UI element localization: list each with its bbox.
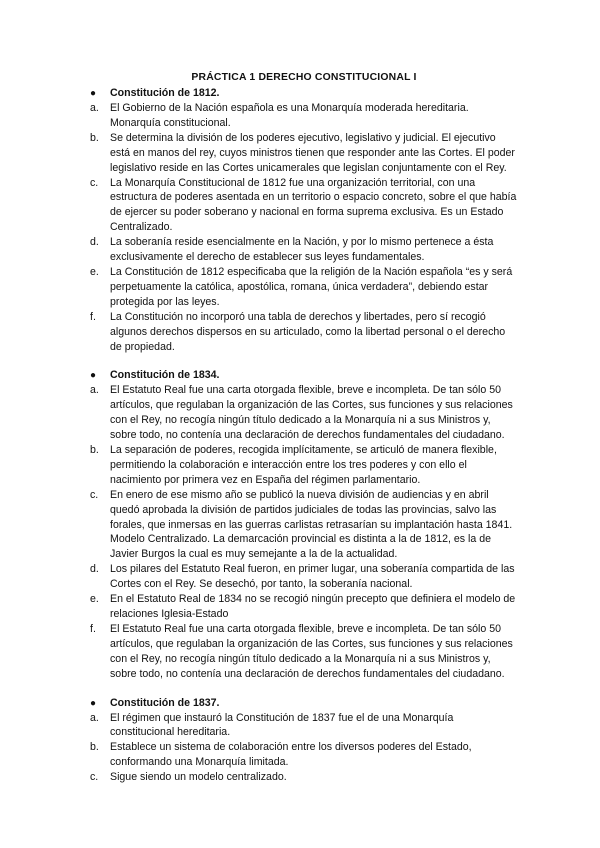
list-item bbox=[90, 443, 518, 488]
section-heading bbox=[90, 368, 518, 383]
item-text: La soberanía reside esencialmente en la Nación, y por lo mismo pertenece a ésta exclusivamente el derecho de establecer sus leyes fundamentales. bbox=[110, 236, 494, 264]
item-marker: e. bbox=[90, 265, 99, 278]
list-item bbox=[90, 131, 518, 176]
section-heading bbox=[90, 696, 518, 711]
item-text: El Gobierno de la Nación española es una Monarquía moderada hereditaria. Monarquía constitucional. bbox=[110, 102, 469, 129]
section-1834 bbox=[90, 368, 518, 681]
item-text: Sigue siendo un modelo centralizado. bbox=[110, 771, 287, 784]
item-text: El Estatuto Real fue una carta otorgada flexible, breve e incompleta. De tan sólo 50 artículos, que regulaban la organización de las Cortes, sus funciones y sus relaciones con el Rey, no recogía ningún título dedicado a la Monarquía ni a sus Ministros y, sobre todo, no contenía una declaración de derechos fundamentales del ciudadano. bbox=[110, 384, 513, 442]
item-marker: f. bbox=[90, 622, 96, 635]
item-text: Se determina la división de los poderes ejecutivo, legislativo y judicial. El ejecutivo está en manos del rey, cuyos ministros tienen que responder ante las Cortes. El poder legislativo reside en las Cortes unicamerales que legislan conjuntamente con el Rey. bbox=[110, 131, 515, 174]
item-text: Establece un sistema de colaboración entre los diversos poderes del Estado, conformando una Monarquía limitada. bbox=[110, 741, 472, 769]
bullet-icon: ● bbox=[90, 88, 97, 99]
item-marker: c. bbox=[90, 176, 99, 189]
list-item bbox=[90, 562, 518, 592]
section-heading bbox=[90, 86, 518, 101]
item-marker: b. bbox=[90, 741, 99, 754]
item-text: La Constitución de 1812 especificaba que la religión de la Nación española “es y será perpetuamente la católica, apostólica, romana, única verdadera”, debiendo estar protegida por las leyes. bbox=[110, 265, 513, 308]
list-item bbox=[90, 310, 518, 355]
document-title: PRÁCTICA 1 DERECHO CONSTITUCIONAL I bbox=[191, 72, 417, 83]
item-text: La Constitución no incorporó una tabla de derechos y libertades, pero sí recogió algunos derechos dispersos en su articulado, como la libertad personal o el derecho de propiedad. bbox=[110, 310, 506, 353]
list-item bbox=[90, 740, 518, 770]
section-heading-text: Constitución de 1837. bbox=[110, 696, 220, 709]
item-text: El régimen que instauró la Constitución de 1837 fue el de una Monarquía constitucional hereditaria. bbox=[110, 711, 454, 739]
list-item bbox=[90, 592, 518, 622]
item-marker: c. bbox=[90, 771, 99, 784]
section-1837 bbox=[90, 696, 518, 786]
list-item bbox=[90, 235, 518, 265]
item-text: La Monarquía Constitucional de 1812 fue una organización territorial, con una estructura de poderes asentada en un territorio o espacio concreto, sobre el que había de ejercer su poder soberano y nacional en forma suprema exclusiva. Es un Estado Centralizado. bbox=[110, 176, 517, 234]
list-item bbox=[90, 383, 518, 443]
section-heading-text: Constitución de 1812. bbox=[110, 87, 220, 99]
item-marker: a. bbox=[90, 102, 99, 114]
list-item bbox=[90, 488, 518, 563]
item-marker: b. bbox=[90, 444, 99, 457]
list-item bbox=[90, 622, 518, 682]
list-item bbox=[90, 711, 518, 741]
item-marker: d. bbox=[90, 236, 99, 249]
item-marker: a. bbox=[90, 384, 99, 397]
item-text: La separación de poderes, recogida implícitamente, se articuló de manera flexible, permitiendo la colaboración e interacción entre los tres poderes y con ello el nacimiento por primera vez en España del régimen parlamentario. bbox=[110, 444, 497, 486]
section-heading-text: Constitución de 1834. bbox=[110, 369, 220, 382]
item-marker: a. bbox=[90, 711, 99, 724]
item-marker: d. bbox=[90, 563, 99, 576]
list-item bbox=[90, 265, 518, 310]
item-text: Los pilares del Estatuto Real fueron, en primer lugar, una soberanía compartida de las Cortes con el Rey. Se desechó, por tanto, la soberanía nacional. bbox=[110, 563, 515, 591]
item-text: En enero de ese mismo año se publicó la nueva división de audiencias y en abril quedó aprobada la división de partidos judiciales de todas las provincias, salvo las forales, que inmersas en las guerras carlistas retrasarían su implantación hasta 1841. Modelo Centralizado. La demarcación provincial es distinta a la de 1812, es la de Javier Burgos la cual es muy semejante a la de la actualidad. bbox=[110, 488, 513, 561]
section-1812 bbox=[90, 86, 518, 354]
item-marker: e. bbox=[90, 593, 99, 606]
list-item bbox=[90, 770, 518, 785]
list-item bbox=[90, 176, 518, 236]
bullet-icon: ● bbox=[90, 370, 97, 382]
list-item bbox=[90, 101, 518, 131]
item-text: El Estatuto Real fue una carta otorgada flexible, breve e incompleta. De tan sólo 50 artículos, que regulaban la organización de las Cortes, sus funciones y sus relaciones con el Rey, no recogía ningún título dedicado a la Monarquía ni a sus Ministros y, sobre todo, no contenía una declaración de derechos fundamentales del ciudadano. bbox=[110, 622, 513, 680]
item-marker: b. bbox=[90, 131, 99, 144]
item-marker: c. bbox=[90, 488, 99, 501]
bullet-icon: ● bbox=[90, 697, 97, 709]
item-marker: f. bbox=[90, 310, 96, 323]
item-text: En el Estatuto Real de 1834 no se recogió ningún precepto que definiera el modelo de relaciones Iglesia-Estado bbox=[110, 593, 516, 620]
